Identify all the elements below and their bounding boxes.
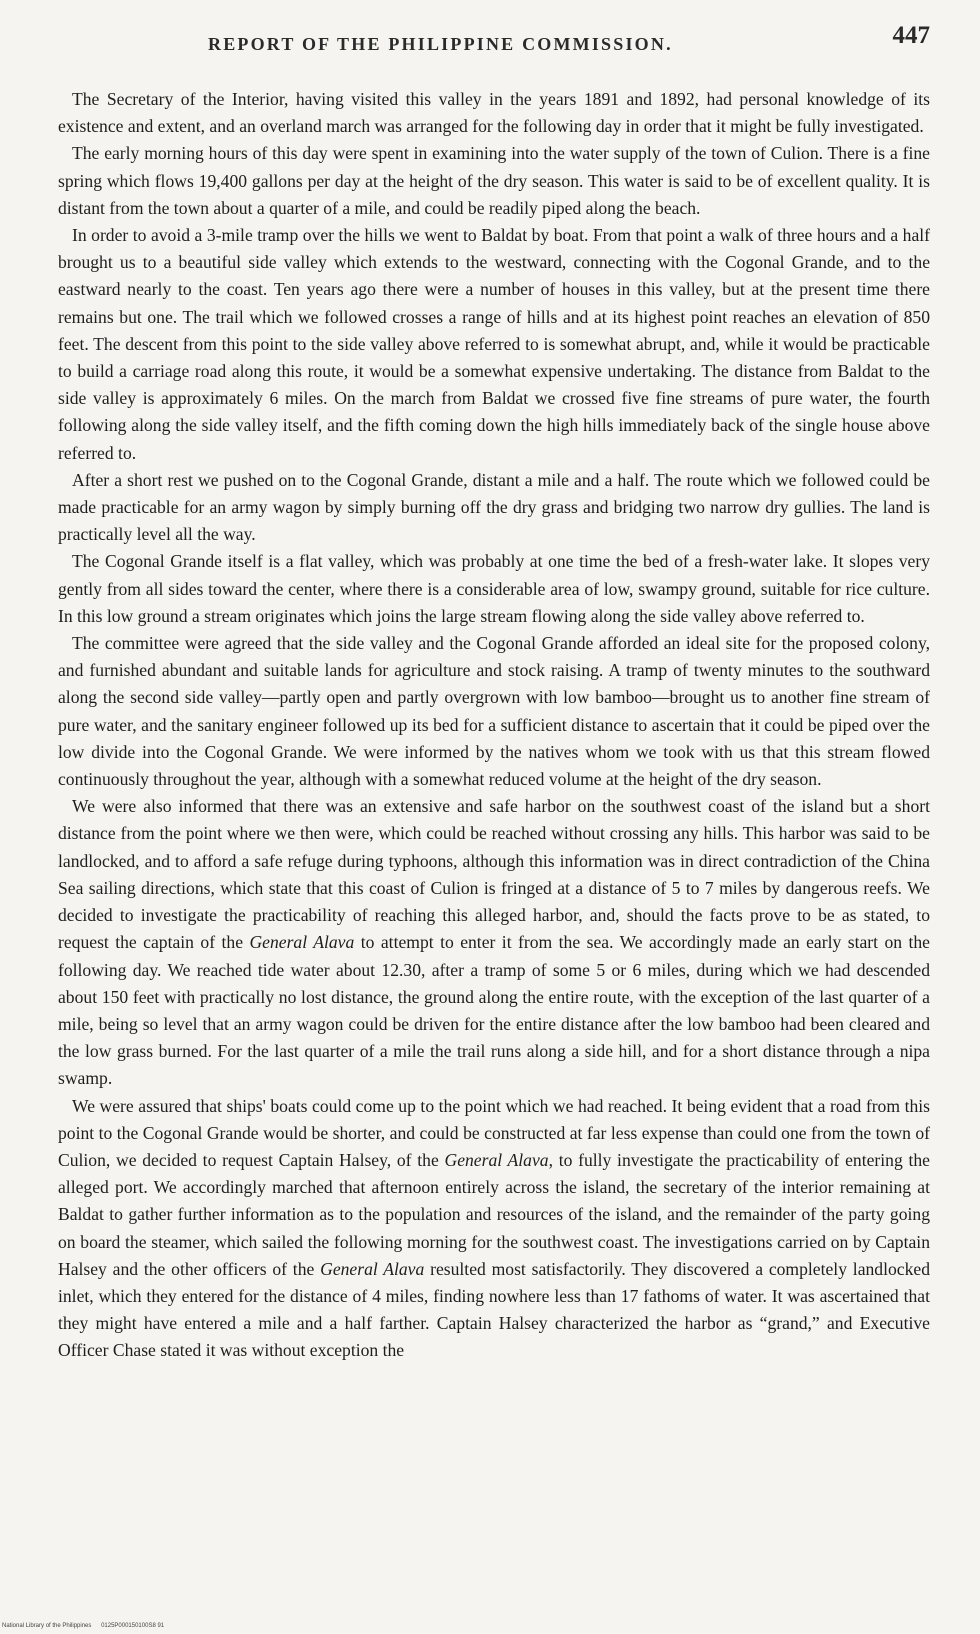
paragraph [58, 467, 930, 549]
paragraph [58, 793, 930, 1092]
paragraph [58, 1093, 930, 1365]
paragraph [58, 86, 930, 140]
running-head: REPORT OF THE PHILIPPINE COMMISSION. [208, 34, 673, 54]
paragraph-text: The Cogonal Grande itself is a flat valley, which was probably at one time the bed of a fresh-water lake. It slopes very gently from all sides toward the center, where there is a considerable area of low, swampy ground, suitable for rice culture. In this low ground a stream originates which joins the large stream flowing along the side valley above referred to. [58, 551, 930, 626]
paragraph-text: We were also informed that there was an extensive and safe harbor on the southwest coast of the island but a short distance from the point where we then were, which could be reached without crossing any hills. This harbor was said to be landlocked, and to afford a safe refuge during typhoons, although this information was in direct contradiction of the China Sea sailing directions, which state that this coast of Culion is fringed at a distance of 5 to 7 miles by dangerous reefs. We decided to investigate the practicability of reaching this alleged harbor, and, should the facts prove to be as stated, to request the captain of the [58, 796, 930, 953]
paragraph-text: The Secretary of the Interior, having visited this valley in the years 1891 and 1892, had personal knowledge of its existence and extent, and an overland march was arranged for the following day in order that it might be fully investigated. [58, 89, 930, 137]
paragraph-text: , to fully investigate the practicability of entering the alleged port. We accordingly marched that afternoon entirely across the island, the secretary of the interior remaining at Baldat to gather further information as to the population and resources of the island, and the remainder of the party going on board the steamer, which sailed the following morning for the southwest coast. The investigations carried on by Captain Halsey and the other officers of the [58, 1149, 930, 1279]
document-page [58, 18, 930, 1365]
scan-footer [2, 1623, 172, 1629]
paragraph-text: After a short rest we pushed on to the Cogonal Grande, distant a mile and a half. The route which we followed could be made practicable for an army wagon by simply burning off the dry grass and bridging two narrow dry gullies. The land is practically level all the way. [58, 469, 930, 545]
paragraph-text: The early morning hours of this day were spent in examining into the water supply of the town of Culion. There is a fine spring which flows 19,400 gallons per day at the height of the dry season. This water is said to be of excellent quality. It is distant from the town about a quarter of a mile, and could be readily piped along the beach. [58, 143, 930, 218]
paragraph-text: We were assured that ships' boats could come up to the point which we had reached. It being evident that a road from this point to the Cogonal Grande would be shorter, and could be constructed at far less expense than could one from the town of Culion, we decided to request Captain Halsey, of the [58, 1095, 930, 1170]
paragraph [58, 140, 930, 222]
library-label: National Library of the Philippines [2, 1623, 92, 1629]
paragraph [58, 630, 930, 793]
paragraph-text: resulted most satisfactorily. They discovered a completely landlocked inlet, which they entered for the distance of 4 miles, finding nowhere less than 17 fathoms of water. It was ascertained that they might have entered a mile and a half farther. Captain Halsey characterized the harbor as “grand,” and Executive Officer Chase stated it was without exception the [58, 1258, 930, 1361]
paragraph-text: to attempt to enter it from the sea. We accordingly made an early start on the following day. We reached tide water about 12.30, after a tramp of some 5 or 6 miles, during which we had descended about 150 feet with practically no lost distance, the ground along the entire route, with the exception of the last quarter of a mile, being so level that an army wagon could be driven for the entire distance after the low bamboo had been cleared and the low grass burned. For the last quarter of a mile the trail runs along a side hill, and for a short distance through a nipa swamp. [58, 932, 930, 1089]
page-number: 447 [892, 22, 930, 49]
ship-name: General Alava [249, 932, 355, 953]
scan-id: 0125P000150100S8 91 [101, 1623, 165, 1629]
paragraph [58, 222, 930, 467]
paragraph [58, 548, 930, 630]
page-header [58, 18, 930, 64]
paragraph-text: The committee were agreed that the side valley and the Cogonal Grande afforded an ideal site for the proposed colony, and furnished abundant and suitable lands for agriculture and stock raising. A tramp of twenty minutes to the southward along the second side valley—partly open and partly overgrown with low bamboo—brought us to another fine stream of pure water, and the sanitary engineer followed up its bed for a sufficient distance to ascertain that it could be piped over the low divide into the Cogonal Grande. We were informed by the natives whom we took with us that this stream flowed continuously throughout the year, although with a somewhat reduced volume at the height of the dry season. [58, 633, 930, 790]
body-text [58, 86, 930, 1365]
ship-name: General Alava [444, 1149, 549, 1170]
ship-name: General Alava [320, 1258, 425, 1279]
paragraph-text: In order to avoid a 3-mile tramp over the hills we went to Baldat by boat. From that point a walk of three hours and a half brought us to a beautiful side valley which extends to the westward, connecting with the Cogonal Grande, and to the eastward nearly to the coast. Ten years ago there were a number of houses in this valley, but at the present time there remains but one. The trail which we followed crosses a range of hills and at its highest point reaches an elevation of 850 feet. The descent from this point to the side valley above referred to is somewhat abrupt, and, while it would be practicable to build a carriage road along this route, it would be a somewhat expensive undertaking. The distance from Baldat to the side valley is approximately 6 miles. On the march from Baldat we crossed five fine streams of pure water, the fourth following along the side valley itself, and the fifth coming down the high hills immediately back of the single house above referred to. [58, 225, 930, 463]
